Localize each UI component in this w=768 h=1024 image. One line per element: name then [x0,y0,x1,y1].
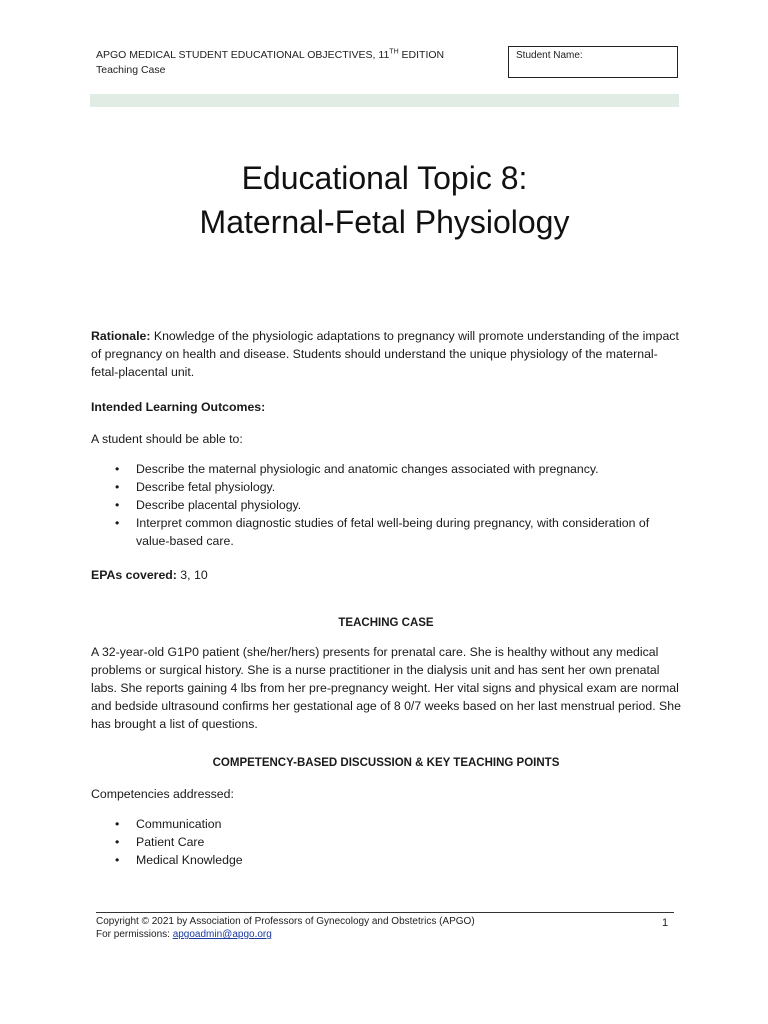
bullet-icon: • [115,817,120,831]
permissions-email-link[interactable]: apgoadmin@apgo.org [172,929,272,940]
footer-divider [96,912,674,913]
bullet-icon: • [115,835,120,849]
document-header [96,48,444,78]
outcomes-lead: A student should be able to: [91,432,243,446]
header-subtitle: Teaching Case [96,64,166,76]
bullet-icon: • [115,480,120,494]
student-name-label: Student Name: [516,50,583,61]
competency-list [91,815,681,869]
title-line-2: Maternal-Fetal Physiology [199,204,570,240]
list-item: • Describe the maternal physiologic and anatomic changes associated with pregnancy. [115,462,599,476]
epas-value: 3, 10 [176,568,208,582]
epas-paragraph [91,566,681,584]
bullet-icon: • [115,853,120,867]
epas-label: EPAs covered: [91,568,177,582]
list-item: • Medical Knowledge [115,853,243,867]
header-divider-band [90,94,679,107]
rationale-paragraph [91,327,681,381]
rationale-text: Knowledge of the physiologic adaptations to pregnancy will promote understanding of the impact of pregnancy on health and disease. Students should understand the unique physiology of the maternal-fetal-placental unit. [91,329,679,379]
page-footer [96,915,475,941]
bullet-icon: • [115,516,120,530]
bullet-icon: • [115,462,120,476]
outcomes-heading: Intended Learning Outcomes: [91,400,266,414]
rationale-label: Rationale: [91,329,151,343]
competency-heading: COMPETENCY-BASED DISCUSSION & KEY TEACHING POINTS [212,757,560,769]
student-name-field[interactable] [508,46,678,78]
document-body [91,327,681,885]
competency-lead: Competencies addressed: [91,787,234,801]
footer-permissions: For permissions: apgoadmin@apgo.org [96,929,272,940]
list-item: • Describe fetal physiology. [115,480,276,494]
list-item: • Patient Care [115,835,205,849]
teaching-case-heading: TEACHING CASE [338,617,434,629]
title-line-1: Educational Topic 8: [241,160,528,196]
teaching-case-text: A 32-year-old G1P0 patient (she/her/hers) presents for prenatal care. She is healthy without any medical problems or surgical history. She is a nurse practitioner in the dialysis unit and has sent her own prenatal labs. She reports gaining 4 lbs from her pre-pregnancy weight. Her vital signs and physical exam are normal and bedside ultrasound confirms her gestational age of 8 0/7 weeks based on her last menstrual period. She has brought a list of questions. [91,645,681,731]
list-item: • Communication [115,817,222,831]
outcomes-list [91,460,681,550]
header-series-title: APGO MEDICAL STUDENT EDUCATIONAL OBJECTIVES, 11TH EDITION [96,48,445,61]
bullet-icon: • [115,498,120,512]
list-item: • Interpret common diagnostic studies of fetal well-being during pregnancy, with consideration of value-based care. [115,516,650,548]
list-item: • Describe placental physiology. [115,498,302,512]
footer-copyright: Copyright © 2021 by Association of Professors of Gynecology and Obstetrics (APGO) [96,916,475,927]
page-number: 1 [662,917,669,929]
page-title [90,156,679,244]
